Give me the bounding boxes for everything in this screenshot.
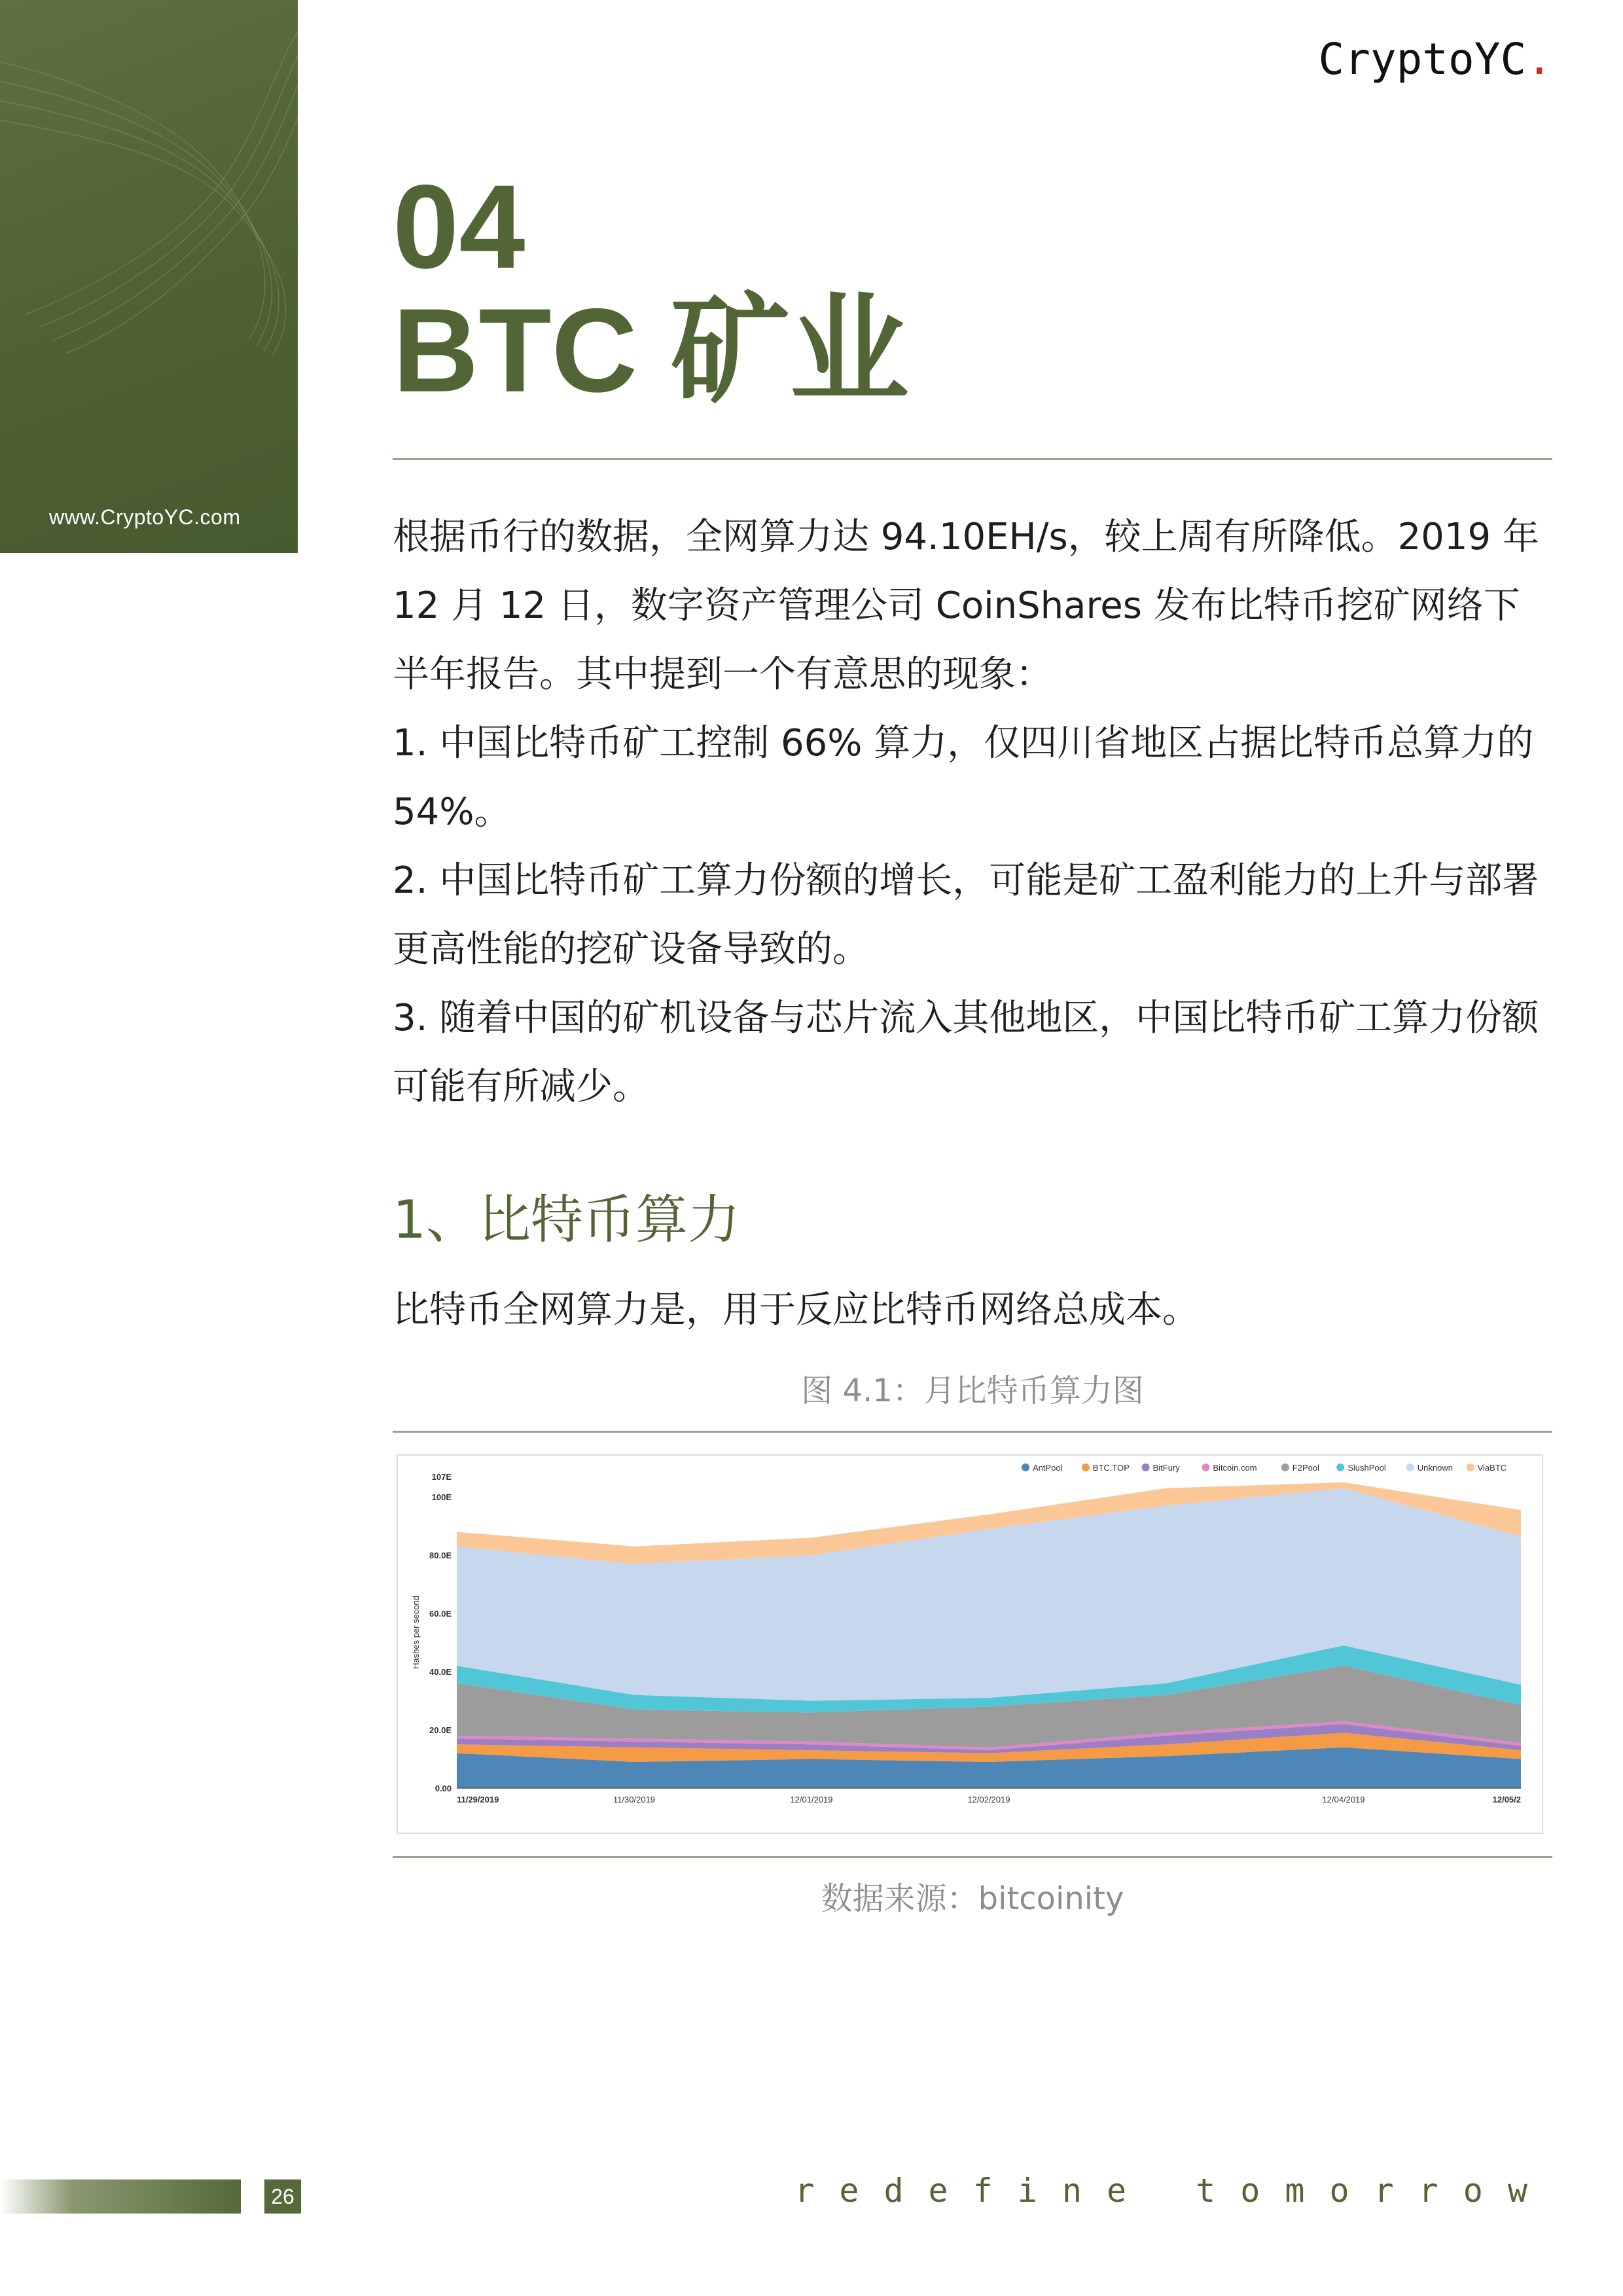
body-paragraph: 3. 随着中国的矿机设备与芯片流入其他地区，中国比特币矿工算力份额可能有所减少。 [393,997,1539,1108]
subsection-title: 1、比特币算力 [393,1189,740,1250]
figure-top-rule [393,1431,1552,1433]
legend-swatch [1202,1463,1209,1471]
legend-swatch [1281,1463,1289,1471]
section-title: BTC 矿业 [393,283,909,417]
page-number: 26 [264,2179,301,2214]
y-tick-label: 80.0E [429,1551,452,1561]
legend-swatch [1142,1463,1150,1471]
y-tick-label: 107E [431,1472,452,1482]
legend-label: AntPool [1033,1463,1063,1473]
x-tick-label: 12/04/2019 [1322,1795,1365,1804]
y-tick-label: 20.0E [429,1725,452,1736]
hashrate-chart [397,1454,1543,1834]
legend-swatch [1467,1463,1474,1471]
legend-label: SlushPool [1347,1463,1386,1473]
legend-label: F2Pool [1292,1463,1320,1473]
legend-label: Bitcoin.com [1213,1463,1257,1473]
legend-swatch [1022,1463,1029,1471]
site-url[interactable]: www.CryptoYC.com [49,505,241,529]
y-tick-label: 0.00 [435,1784,452,1793]
legend-label: ViaBTC [1477,1463,1507,1473]
y-tick-label: 100E [431,1492,452,1503]
figure-caption: 图 4.1：月比特币算力图 [801,1372,1144,1409]
x-tick-label: 12/01/2019 [790,1795,833,1804]
y-axis-label: Hashes per second [411,1595,421,1670]
body-paragraph: 1. 中国比特币矿工控制 66% 算力，仅四川省地区占据比特币总算力的 54%。 [393,722,1534,833]
legend-label: Unknown [1417,1463,1454,1473]
legend-swatch [1082,1463,1090,1471]
decorative-wave-lines [0,0,298,553]
body-paragraph: 根据币行的数据，全网算力达 94.10EH/s，较上周有所降低。2019 年 12 月 12 日，数字资产管理公司 CoinShares 发布比特币挖矿网络下半年报告。其中提到一个有意思的现象： [393,516,1539,696]
legend-swatch [1336,1463,1344,1471]
legend-label: BitFury [1152,1463,1180,1473]
legend-swatch [1406,1463,1414,1471]
footer-bar [0,2179,241,2214]
sidebar-block [0,0,298,553]
x-tick-label: 11/29/2019 [457,1795,499,1804]
y-tick-label: 40.0E [429,1667,452,1677]
title-divider [393,458,1552,460]
figure-source: 数据来源：bitcoinity [821,1880,1124,1917]
brand-logo [1318,34,1552,84]
footer-tagline: redefine tomorrow [794,2172,1552,2210]
chart-canvas [398,1456,1542,1833]
figure-bottom-rule [393,1856,1552,1858]
body-text [393,503,1552,1121]
legend-label: BTC.TOP [1092,1463,1130,1473]
subsection-intro: 比特币全网算力是，用于反应比特币网络总成本。 [393,1289,1199,1331]
x-tick-label: 12/05/2 [1492,1795,1521,1804]
x-tick-label: 11/30/2019 [613,1795,656,1804]
y-tick-label: 60.0E [429,1609,452,1619]
x-tick-label: 12/02/2019 [967,1795,1010,1804]
body-paragraph: 2. 中国比特币矿工算力份额的增长，可能是矿工盈利能力的上升与部署更高性能的挖矿设备导致的。 [393,859,1539,971]
brand-dot: . [1526,34,1552,84]
brand-name: CryptoYC [1318,34,1527,84]
section-number: 04 [393,160,526,293]
